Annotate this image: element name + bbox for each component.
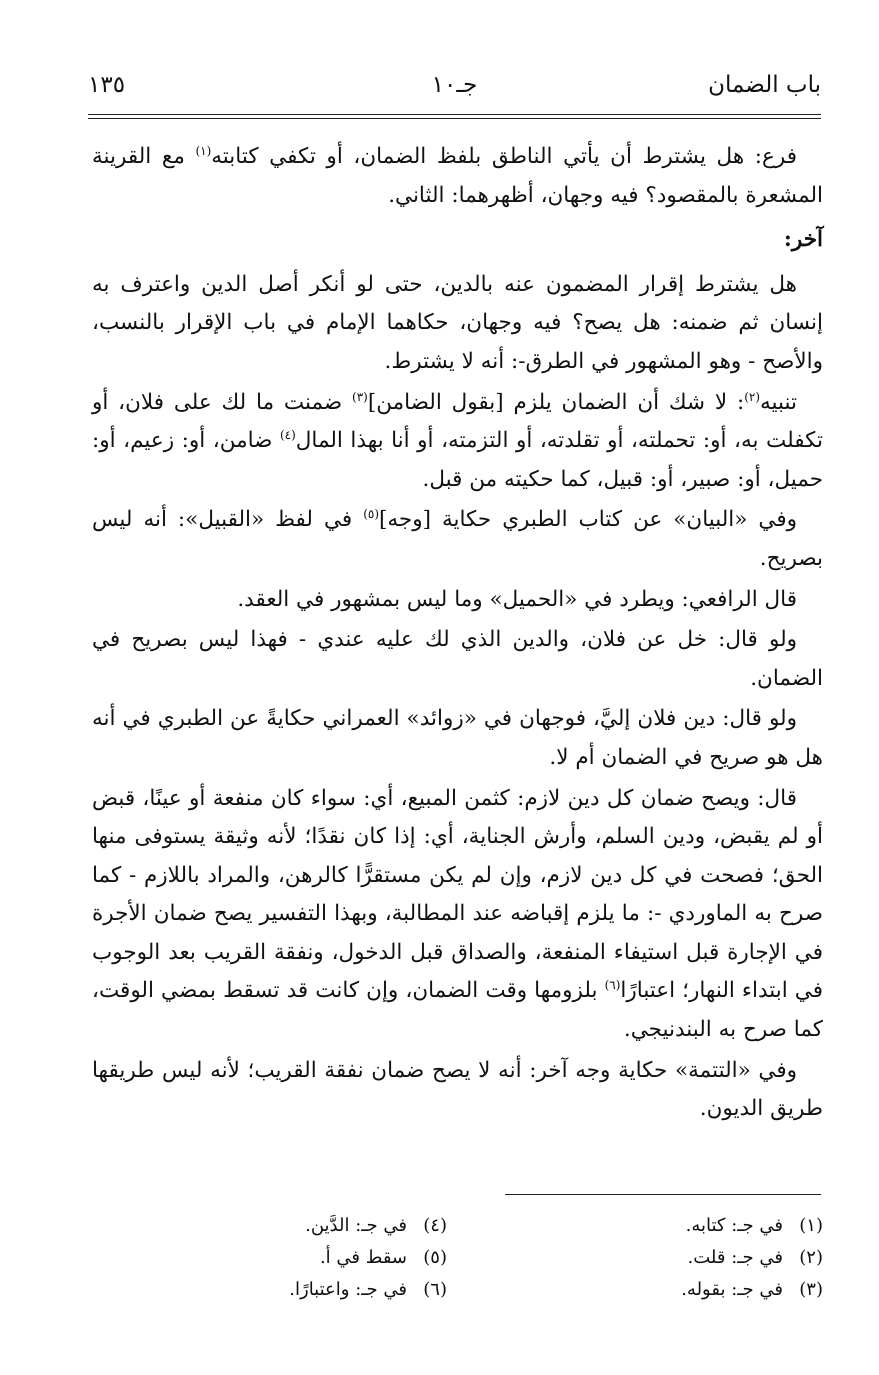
- paragraph: ولو قال: خل عن فلان، والدين الذي لك عليه عندي - فهذا ليس بصريح في الضمان.: [92, 627, 823, 691]
- footnote-column-left: [289, 1210, 447, 1306]
- footnote-item: (٥)سقط في أ.: [319, 1247, 447, 1268]
- paragraph: قال الرافعي: ويطرد في «الحميل» وما ليس بمشهور في العقد.: [237, 586, 797, 612]
- footnote-ref: (٤): [279, 428, 296, 442]
- footnote-ref: (١): [195, 143, 212, 158]
- footnote-ref: (٦): [604, 978, 621, 993]
- header-rule-top: [88, 114, 821, 115]
- footnote-column-right: [681, 1210, 823, 1306]
- paragraph: قال: ويصح ضمان كل دين لازم: كثمن المبيع، أي: سواء كان منفعة أو عينًا، قبض أو لم يقبض، ودين السلم، وأرش الجناية، أي: إذا كان نقدًا؛ لأنه وثيقة يستوفى منها الحق؛ فصحت في كل دين لازم، وإن لم يكن مستقرًّا كالرهن، والمراد باللازم - كما صرح به الماوردي -: ما يلزم إقباضه عند المطالبة، وبهذا التفسير يصح ضمان الأجرة في الإجارة قبل استيفاء المنفعة، والصداق قبل الدخول، ونفقة القريب بعد الوجوب في ابتداء النهار؛ اعتبارًا$^{(٦)}$ بلزومها وقت الضمان، وإن كانت قد تسقط بمضي الوقت، كما صرح به البندنيجي.: [92, 785, 823, 1043]
- main-text: [92, 138, 823, 1131]
- footnote-item: (١)في جـ: كتابه.: [685, 1215, 823, 1236]
- paragraph: تنبيه$^{(٢)}$: لا شك أن الضمان يلزم [بقول الضامن]$^{(٣)}$ ضمنت ما لك على فلان، أو تكفلت به، أو: تحملته، أو تقلدته، أو التزمته، أو أنا بهذا المال$^{(٤)}$ ضامن، أو: زعيم، أو: حميل، أو: صبير، أو: قبيل، كما حكيته من قبل.: [92, 389, 823, 492]
- footnote-item: (٢)في جـ: قلت.: [687, 1247, 823, 1268]
- footnote-ref: (٢): [744, 389, 761, 404]
- running-header: [88, 72, 821, 108]
- footnote-item: (٦)في جـ: واعتبارًا.: [289, 1279, 447, 1300]
- footnote-separator: [505, 1194, 821, 1195]
- paragraph: وفي «البيان» عن كتاب الطبري حكاية [وجه]$^{(٥)}$ في لفظ «القبيل»: أنه ليس بصريح.: [92, 507, 823, 571]
- footnote-item: (٤)في جـ: الدَّين.: [305, 1215, 447, 1236]
- paragraph: هل يشترط إقرار المضمون عنه بالدين، حتى لو أنكر أصل الدين واعترف به إنسان ثم ضمنه: هل يصح؟ فيه وجهان، حكاهما الإمام في باب الإقرار بالنسب، والأصح - وهو المشهور في الطرق-: أنه لا يشترط.: [92, 271, 823, 374]
- footnote-ref: (٣): [352, 389, 368, 404]
- footnote-item: (٣)في جـ: بقوله.: [681, 1279, 823, 1300]
- footnote-ref: (٥): [363, 507, 380, 522]
- paragraph: فرع: هل يشترط أن يأتي الناطق بلفظ الضمان، أو تكفي كتابته$^{(١)}$ مع القرينة المشعرة بالمقصود؟ فيه وجهان، أظهرهما: الثاني.: [92, 143, 823, 208]
- page-number: ١٣٥: [88, 72, 126, 98]
- chapter-title: باب الضمان: [708, 72, 821, 98]
- header-rule-bottom: [88, 118, 821, 119]
- paragraph: ولو قال: دين فلان إليَّ، فوجهان في «زوائد» العمراني حكايةً عن الطبري في أنه هل هو صريح في الضمان أم لا.: [92, 706, 823, 770]
- section-heading: آخر:: [783, 227, 823, 253]
- paragraph: وفي «التتمة» حكاية وجه آخر: أنه لا يصح ضمان نفقة القريب؛ لأنه ليس طريقها طريق الديون.: [92, 1057, 823, 1122]
- volume-marker: جـ١٠: [431, 72, 478, 98]
